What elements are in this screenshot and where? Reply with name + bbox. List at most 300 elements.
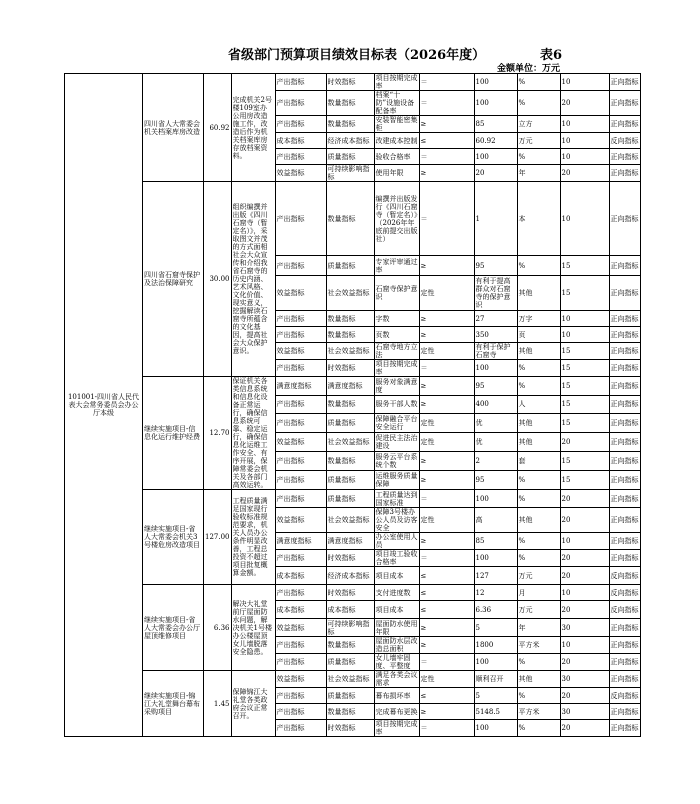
target-value: 5 <box>474 619 517 637</box>
indicator-level2: 数量指标 <box>326 91 374 116</box>
operator: ≤ <box>419 601 474 619</box>
indicator-direction: 正向指标 <box>609 432 640 451</box>
indicator-level1: 效益指标 <box>275 276 326 311</box>
indicator-direction: 反向指标 <box>609 601 640 619</box>
indicator-level2: 时效指标 <box>326 720 374 737</box>
indicator-level1: 产出指标 <box>275 74 326 91</box>
indicator-level2: 质量指标 <box>326 256 374 276</box>
indicator-level1: 产出指标 <box>275 327 326 343</box>
target-value: 350 <box>474 327 517 343</box>
indicator-name: 项目成本 <box>374 601 419 619</box>
measure-unit: 万字 <box>517 311 560 327</box>
indicator-name: 石窟寺保护意识 <box>374 276 419 311</box>
indicator-level2: 数量指标 <box>326 116 374 133</box>
target-value: 2 <box>474 451 517 470</box>
operator: ＝ <box>419 149 474 165</box>
weight: 10 <box>560 311 609 327</box>
indicator-name: 保障融合平台安全运行 <box>375 414 418 431</box>
measure-unit: % <box>517 688 560 704</box>
measure-unit: % <box>517 550 560 567</box>
project-name: 继续实施项目-信息化运行维护经费 <box>143 377 204 490</box>
project-amount: 1.45 <box>204 671 232 737</box>
target-value: 1800 <box>474 637 517 654</box>
measure-unit: 其他 <box>517 413 560 432</box>
indicator-level2: 社会效益指标 <box>326 276 374 311</box>
table-number: 表6 <box>540 48 563 63</box>
measure-unit: 立方 <box>517 116 560 133</box>
weight: 10 <box>560 637 609 654</box>
target-value: 95 <box>474 470 517 489</box>
indicator-level2: 时效指标 <box>326 585 374 601</box>
project-name: 继续实施项目-省人大常委会机关3号楼危房改造项目 <box>143 490 204 585</box>
project-goal <box>231 671 275 737</box>
indicator-name: 女儿墙牢固度、平整度 <box>374 654 419 671</box>
indicator-direction: 正向指标 <box>609 182 640 256</box>
indicator-name: 字数 <box>374 311 419 327</box>
table-body <box>65 74 641 737</box>
operator: ≥ <box>419 451 474 470</box>
indicator-level1: 成本指标 <box>275 601 326 619</box>
indicator-level2: 可持续影响指标 <box>326 165 374 182</box>
operator: ＝ <box>419 91 474 116</box>
indicator-level2: 可持续影响指标 <box>326 619 374 637</box>
indicator-level1: 产出指标 <box>275 637 326 654</box>
indicator-direction: 正向指标 <box>609 311 640 327</box>
indicator-level2: 数量指标 <box>326 637 374 654</box>
weight: 20 <box>560 490 609 508</box>
indicator-level1: 效益指标 <box>275 508 326 533</box>
indicator-level2: 时效指标 <box>326 74 374 91</box>
target-value: 85 <box>474 533 517 550</box>
indicator-direction: 反向指标 <box>609 567 640 585</box>
measure-unit: 其他 <box>517 276 560 311</box>
target-value: 顺利召开 <box>474 671 517 688</box>
indicator-direction: 正向指标 <box>609 327 640 343</box>
indicator-level1: 产出指标 <box>275 704 326 720</box>
target-value: 优 <box>474 413 517 432</box>
table-row <box>65 671 641 688</box>
measure-unit: 万元 <box>517 601 560 619</box>
measure-unit: 月 <box>517 585 560 601</box>
weight: 20 <box>560 165 609 182</box>
indicator-level1: 产出指标 <box>275 585 326 601</box>
operator: ≤ <box>419 133 474 149</box>
indicator-level1: 产出指标 <box>275 550 326 567</box>
indicator-name: 办公室使用人员 <box>375 533 418 549</box>
indicator-level2: 社会效益指标 <box>326 432 374 451</box>
target-value: 100 <box>474 720 517 737</box>
measure-unit: 页 <box>517 327 560 343</box>
indicator-name: 验收合格率 <box>374 149 419 165</box>
target-value: 60.92 <box>474 133 517 149</box>
indicator-level1: 产出指标 <box>275 396 326 414</box>
indicator-level1: 成本指标 <box>275 567 326 585</box>
target-value: 有利于提高群众对石窟寺的保护意识 <box>474 276 517 311</box>
indicator-level2: 质量指标 <box>326 413 374 432</box>
indicator-name: 专家评审通过率 <box>375 257 418 274</box>
project-goal-text: 保障锦江大礼堂各类政府会议正常召开。 <box>232 687 268 720</box>
measure-unit: 万元 <box>517 567 560 585</box>
indicator-direction: 正向指标 <box>609 490 640 508</box>
indicator-level2: 社会效益指标 <box>326 671 374 688</box>
measure-unit: 本 <box>517 182 560 256</box>
operator: ≥ <box>419 704 474 720</box>
indicator-level1: 产出指标 <box>275 311 326 327</box>
project-goal <box>231 490 275 585</box>
indicator-direction: 正向指标 <box>609 654 640 671</box>
page-header <box>0 44 700 64</box>
indicator-direction: 反向指标 <box>609 688 640 704</box>
operator: ≤ <box>419 688 474 704</box>
indicator-level1: 效益指标 <box>275 619 326 637</box>
target-value: 95 <box>474 377 517 396</box>
target-value: 20 <box>474 165 517 182</box>
target-value: 有利于保护石窟寺 <box>474 343 517 360</box>
measure-unit: % <box>517 74 560 91</box>
weight: 10 <box>560 533 609 550</box>
operator: ≥ <box>419 256 474 276</box>
measure-unit: 平方米 <box>517 704 560 720</box>
indicator-level1: 成本指标 <box>275 133 326 149</box>
indicator-level2: 数量指标 <box>326 396 374 414</box>
amount-unit: 金额单位：万元 <box>497 64 561 74</box>
indicator-direction: 正向指标 <box>609 470 640 489</box>
weight: 10 <box>560 116 609 133</box>
weight: 15 <box>560 451 609 470</box>
table-row <box>65 585 641 601</box>
operator: 定性 <box>419 276 474 311</box>
indicator-level1: 满意度指标 <box>275 377 326 396</box>
indicator-direction: 正向指标 <box>609 451 640 470</box>
indicator-level1: 产出指标 <box>275 182 326 256</box>
indicator-direction: 正向指标 <box>609 360 640 377</box>
weight: 30 <box>560 671 609 688</box>
target-value: 6.36 <box>474 601 517 619</box>
indicator-level1: 产出指标 <box>275 116 326 133</box>
indicator-name: 项目按期完成率 <box>375 360 418 376</box>
indicator-level2: 时效指标 <box>326 360 374 377</box>
measure-unit: 其他 <box>517 343 560 360</box>
operator: ≥ <box>419 470 474 489</box>
indicator-level2: 质量指标 <box>326 654 374 671</box>
operator: ≤ <box>419 567 474 585</box>
indicator-name: 项目按期完成率 <box>375 74 418 90</box>
target-value: 95 <box>474 256 517 276</box>
project-goal <box>231 377 275 490</box>
target-value: 100 <box>474 654 517 671</box>
indicator-direction: 正向指标 <box>609 149 640 165</box>
weight: 20 <box>560 654 609 671</box>
operator: ＝ <box>419 182 474 256</box>
weight: 20 <box>560 567 609 585</box>
measure-unit: 其他 <box>517 508 560 533</box>
operator: ＝ <box>419 490 474 508</box>
indicator-level1: 效益指标 <box>275 343 326 360</box>
weight: 15 <box>560 360 609 377</box>
operator: ≥ <box>419 377 474 396</box>
target-value: 100 <box>474 149 517 165</box>
indicator-direction: 正向指标 <box>609 704 640 720</box>
project-goal <box>231 182 275 377</box>
weight: 20 <box>560 508 609 533</box>
weight: 10 <box>560 149 609 165</box>
operator: 定性 <box>419 508 474 533</box>
performance-target-table <box>64 73 641 737</box>
indicator-name: 运维服务质量保障 <box>375 471 418 488</box>
target-value: 100 <box>474 91 517 116</box>
indicator-direction: 反向指标 <box>609 133 640 149</box>
indicator-level2: 数量指标 <box>326 311 374 327</box>
measure-unit: 万元 <box>517 133 560 149</box>
operator: ＝ <box>419 74 474 91</box>
weight: 15 <box>560 256 609 276</box>
target-value: 100 <box>474 550 517 567</box>
operator: 定性 <box>419 671 474 688</box>
project-goal-text: 组织编撰并出版《四川石窟寺（暂定名）》，采取图文并茂的方式面相社会大众宣传和介绍我省石窟寺的历史内涵、艺术风格、文化价值、现实意义，挖掘解读石窟寺所蕴含的文化基因，提高社会大众保护意识。 <box>232 203 268 355</box>
project-amount: 12.70 <box>204 377 232 490</box>
target-value: 100 <box>474 74 517 91</box>
operator: 定性 <box>419 413 474 432</box>
operator: ≤ <box>419 585 474 601</box>
indicator-level1: 产出指标 <box>275 91 326 116</box>
measure-unit: % <box>517 490 560 508</box>
operator: ≥ <box>419 165 474 182</box>
operator: ＝ <box>419 720 474 737</box>
indicator-name: 石窟寺地方立法 <box>375 343 418 359</box>
indicator-direction: 正向指标 <box>609 396 640 414</box>
indicator-name: 屋面防水使用年限 <box>375 619 418 636</box>
indicator-level2: 数量指标 <box>326 451 374 470</box>
weight: 20 <box>560 550 609 567</box>
indicator-level1: 满意度指标 <box>275 533 326 550</box>
indicator-name: 服务干部人数 <box>374 396 419 414</box>
measure-unit: % <box>517 470 560 489</box>
weight: 30 <box>560 704 609 720</box>
project-goal-text: 工程质量满足国家现行验收标准规范要求，机关人员办公条件明显改善，工程总投资不超过项目批复概算金额。 <box>232 497 268 577</box>
target-value: 27 <box>474 311 517 327</box>
operator: ＝ <box>419 360 474 377</box>
measure-unit: 套 <box>517 451 560 470</box>
indicator-name: 项目竣工验收合格率 <box>375 550 418 566</box>
target-value: 100 <box>474 360 517 377</box>
indicator-name: 编撰并出版发行《四川石窟寺（暂定名）》（2026年年底前提交出版社） <box>374 182 419 256</box>
indicator-direction: 正向指标 <box>609 671 640 688</box>
measure-unit: % <box>517 654 560 671</box>
measure-unit: % <box>517 91 560 116</box>
indicator-name: 满足各类会议需求 <box>375 671 418 687</box>
weight: 15 <box>560 276 609 311</box>
indicator-level1: 产出指标 <box>275 688 326 704</box>
table-row <box>65 74 641 91</box>
indicator-name: 支付进度数 <box>374 585 419 601</box>
target-value: 优 <box>474 432 517 451</box>
indicator-level2: 质量指标 <box>326 688 374 704</box>
project-amount: 127.00 <box>204 490 232 585</box>
measure-unit: % <box>517 377 560 396</box>
target-value: 85 <box>474 116 517 133</box>
weight: 15 <box>560 470 609 489</box>
indicator-name: 促进民主法治建设 <box>375 433 418 450</box>
operator: ＝ <box>419 654 474 671</box>
indicator-name: 工程质量达到国家标准 <box>375 490 418 507</box>
indicator-level2: 数量指标 <box>326 704 374 720</box>
indicator-name: 项目按期完成率 <box>375 720 418 736</box>
indicator-name: 使用年限 <box>374 165 419 182</box>
indicator-direction: 正向指标 <box>609 377 640 396</box>
weight: 20 <box>560 91 609 116</box>
weight: 10 <box>560 133 609 149</box>
measure-unit: 其他 <box>517 671 560 688</box>
indicator-level1: 产出指标 <box>275 360 326 377</box>
weight: 15 <box>560 377 609 396</box>
operator: 定性 <box>419 343 474 360</box>
indicator-direction: 正向指标 <box>609 619 640 637</box>
weight: 30 <box>560 619 609 637</box>
indicator-level1: 效益指标 <box>275 671 326 688</box>
indicator-level2: 满意度指标 <box>326 533 374 550</box>
indicator-level1: 产出指标 <box>275 470 326 489</box>
indicator-level1: 产出指标 <box>275 413 326 432</box>
indicator-name: 页数 <box>374 327 419 343</box>
indicator-level1: 效益指标 <box>275 432 326 451</box>
indicator-name: 安装智能密集柜 <box>375 116 418 132</box>
measure-unit: % <box>517 256 560 276</box>
indicator-direction: 正向指标 <box>609 256 640 276</box>
weight: 15 <box>560 396 609 414</box>
weight: 10 <box>560 74 609 91</box>
indicator-direction: 正向指标 <box>609 720 640 737</box>
measure-unit: 年 <box>517 165 560 182</box>
weight: 15 <box>560 343 609 360</box>
indicator-level1: 产出指标 <box>275 149 326 165</box>
indicator-level2: 质量指标 <box>326 470 374 489</box>
table-row <box>65 377 641 396</box>
unit-name-cell: 101001-四川省人民代表大会常务委员会办公厅本级 <box>65 74 143 737</box>
project-name: 继续实施项目-锦江大礼堂舞台幕布采购项目 <box>143 671 204 737</box>
measure-unit: % <box>517 720 560 737</box>
target-value: 1 <box>474 182 517 256</box>
indicator-direction: 正向指标 <box>609 276 640 311</box>
indicator-level1: 产出指标 <box>275 654 326 671</box>
target-value: 12 <box>474 585 517 601</box>
weight: 15 <box>560 413 609 432</box>
operator: ≥ <box>419 637 474 654</box>
indicator-level1: 效益指标 <box>275 165 326 182</box>
measure-unit: 人 <box>517 396 560 414</box>
indicator-level1: 产出指标 <box>275 490 326 508</box>
indicator-level2: 时效指标 <box>326 550 374 567</box>
indicator-direction: 正向指标 <box>609 637 640 654</box>
target-value: 100 <box>474 490 517 508</box>
operator: ≥ <box>419 619 474 637</box>
indicator-level2: 质量指标 <box>326 490 374 508</box>
indicator-level1: 产出指标 <box>275 720 326 737</box>
target-value: 127 <box>474 567 517 585</box>
operator: ≥ <box>419 311 474 327</box>
weight: 10 <box>560 182 609 256</box>
operator: ≥ <box>419 396 474 414</box>
weight: 20 <box>560 688 609 704</box>
project-goal-text: 保证机关各类信息系统和信息化设备正常运行，确保信息系统可靠、稳定运行，确保信息化运维工作安全、有序开展，保障常委会机关及各部门高效运转。 <box>232 377 268 489</box>
project-name: 继续实施项目-省人大常委会办公厅屋顶维修项目 <box>143 585 204 671</box>
indicator-direction: 正向指标 <box>609 533 640 550</box>
weight: 20 <box>560 720 609 737</box>
target-value: 400 <box>474 396 517 414</box>
indicator-direction: 正向指标 <box>609 91 640 116</box>
measure-unit: % <box>517 533 560 550</box>
weight: 10 <box>560 585 609 601</box>
indicator-level2: 满意度指标 <box>326 377 374 396</box>
indicator-level2: 社会效益指标 <box>326 508 374 533</box>
project-goal-text: 完成机关2号楼109室办公用房改造施工作，改造后作为机关档案库房存放档案资料。 <box>232 95 272 160</box>
indicator-name: 完成幕布更换 <box>374 704 419 720</box>
indicator-name: 幕布损坏率 <box>374 688 419 704</box>
indicator-level2: 数量指标 <box>326 182 374 256</box>
target-value: 高 <box>474 508 517 533</box>
project-name: 四川省石窟寺保护及法治保障研究 <box>143 182 204 377</box>
indicator-direction: 正向指标 <box>609 116 640 133</box>
project-amount: 6.36 <box>204 585 232 671</box>
target-value: 5148.5 <box>474 704 517 720</box>
weight: 20 <box>560 601 609 619</box>
project-amount: 30.00 <box>204 182 232 377</box>
weight: 20 <box>560 432 609 451</box>
indicator-direction: 正向指标 <box>609 550 640 567</box>
measure-unit: 年 <box>517 619 560 637</box>
indicator-direction: 正向指标 <box>609 165 640 182</box>
weight: 10 <box>560 327 609 343</box>
indicator-level2: 质量指标 <box>326 149 374 165</box>
indicator-level2: 成本指标 <box>326 601 374 619</box>
operator: ≥ <box>419 116 474 133</box>
page-title: 省级部门预算项目绩效目标表（2026年度） <box>228 48 486 63</box>
table-row <box>65 182 641 256</box>
operator: ＝ <box>419 550 474 567</box>
indicator-direction: 正向指标 <box>609 74 640 91</box>
table-row <box>65 490 641 508</box>
project-amount: 60.92 <box>204 74 232 182</box>
indicator-level2: 经济成本指标 <box>326 133 374 149</box>
indicator-name: 屋面防水层改造总面积 <box>375 637 418 653</box>
project-goal <box>231 74 275 182</box>
indicator-direction: 反向指标 <box>609 585 640 601</box>
indicator-direction: 正向指标 <box>609 508 640 533</box>
indicator-level2: 经济成本指标 <box>326 567 374 585</box>
measure-unit: 其他 <box>517 432 560 451</box>
indicator-name: 保障3号楼办公人员及访客安全 <box>375 508 418 532</box>
operator: ≥ <box>419 533 474 550</box>
operator: ≥ <box>419 327 474 343</box>
indicator-name: 项目成本 <box>374 567 419 585</box>
indicator-level1: 产出指标 <box>275 256 326 276</box>
measure-unit: % <box>517 360 560 377</box>
indicator-name: 档案“十防”设施设备配备率 <box>374 91 419 116</box>
indicator-name: 服务对象满意度 <box>375 378 418 394</box>
operator: 定性 <box>419 432 474 451</box>
measure-unit: 平方米 <box>517 637 560 654</box>
project-goal-text: 解决大礼堂前厅屋面防水问题，解决机关1号楼办公楼屋顶女儿墙脱落安全隐患。 <box>232 599 272 656</box>
target-value: 5 <box>474 688 517 704</box>
indicator-level1: 产出指标 <box>275 451 326 470</box>
indicator-direction: 正向指标 <box>609 413 640 432</box>
indicator-name: 改建成本控制 <box>374 133 419 149</box>
indicator-direction: 正向指标 <box>609 343 640 360</box>
project-goal <box>231 585 275 671</box>
indicator-level2: 社会效益指标 <box>326 343 374 360</box>
measure-unit: % <box>517 149 560 165</box>
project-name: 四川省人大常委会机关档案库房改造 <box>143 74 204 182</box>
indicator-name: 服务云平台系统个数 <box>375 452 418 469</box>
